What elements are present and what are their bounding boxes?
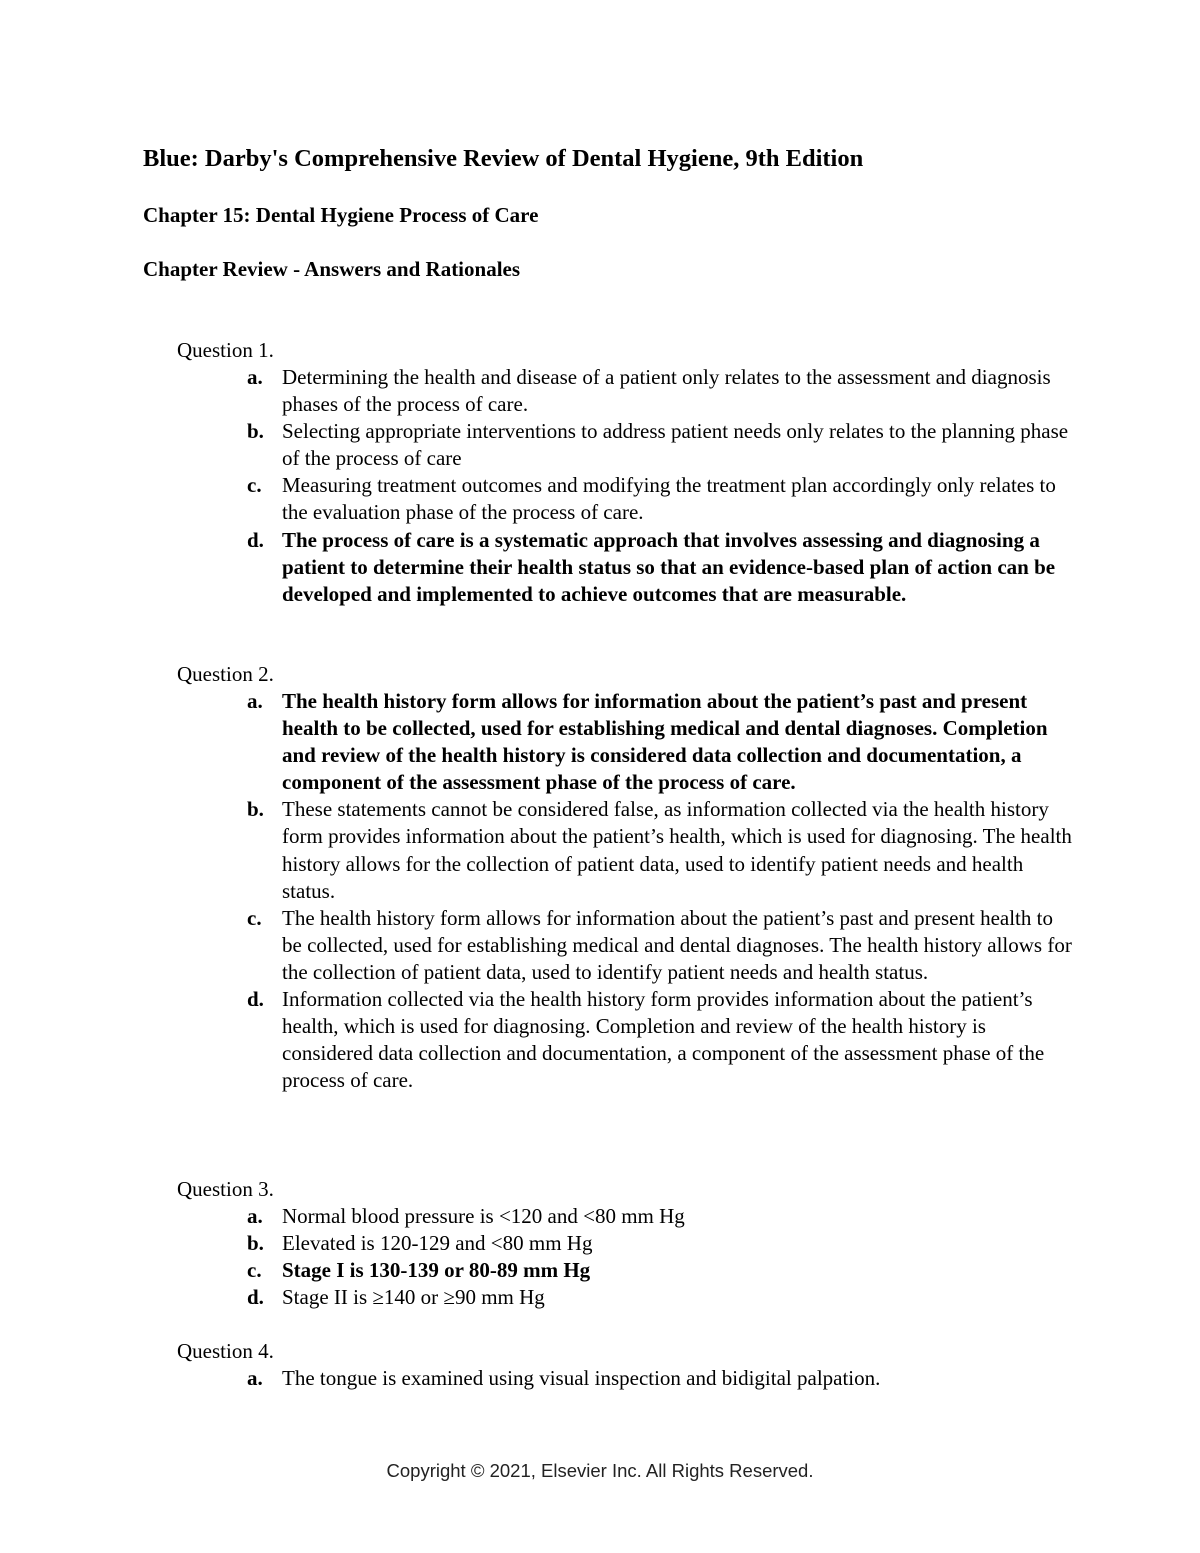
answer-item	[177, 1203, 1072, 1230]
question-label: Question 2.	[177, 662, 274, 686]
answer-item	[177, 1284, 1072, 1311]
answer-text: Information collected via the health history form provides information about the patient’s health, which is used for diagnosing. Completion and review of the health history is considered data collection and documentation, a component of the assessment phase of the process of care.	[282, 987, 1045, 1093]
answer-text: Determining the health and disease of a patient only relates to the assessment and diagnosis phases of the process of care.	[282, 365, 1051, 417]
answer-letter: c.	[247, 473, 262, 498]
book-title: Blue: Darby's Comprehensive Review of Dental Hygiene, 9th Edition	[143, 145, 864, 172]
answer-item	[177, 364, 1072, 418]
question-label: Question 4.	[177, 1339, 274, 1363]
answer-text: Normal blood pressure is <120 and <80 mm Hg	[282, 1204, 685, 1228]
answer-item	[177, 905, 1072, 986]
answer-text: The health history form allows for information about the patient’s past and present health to be collected, used for establishing medical and dental diagnoses. Completion and review of the health history is considered data collection and documentation, a component of the assessment phase of the process of care.	[282, 689, 1048, 795]
answer-item	[177, 472, 1072, 526]
answer-text: These statements cannot be considered false, as information collected via the health history form provides information about the patient’s health, which is used for diagnosing. The health history allows for the collection of patient data, used to identify patient needs and health status.	[282, 797, 1072, 903]
answer-item-correct	[177, 1257, 1072, 1284]
answer-list	[177, 688, 1077, 1094]
answer-letter: d.	[247, 1285, 264, 1310]
question-1	[177, 337, 1077, 608]
review-title: Chapter Review - Answers and Rationales	[143, 257, 521, 281]
answer-text: The process of care is a systematic approach that involves assessing and diagnosing a patient to determine their health status so that an evidence-based plan of action can be developed and implemented to achieve outcomes that are measurable.	[282, 527, 1056, 606]
answer-text: Measuring treatment outcomes and modifying the treatment plan accordingly only relates to the evaluation phase of the process of care.	[282, 473, 1056, 525]
answer-list	[177, 1203, 1077, 1311]
answer-text: Selecting appropriate interventions to address patient needs only relates to the planning phase of the process of care	[282, 419, 1069, 471]
answer-text: The health history form allows for information about the patient’s past and present health to be collected, used for establishing medical and dental diagnoses. The health history allows for the collection of patient data, used to identify patient needs and health status.	[282, 905, 1072, 984]
answer-item	[177, 796, 1072, 904]
answer-letter: a.	[247, 365, 263, 389]
answer-item	[177, 418, 1072, 472]
answer-list	[177, 364, 1077, 608]
answer-item-correct	[177, 688, 1072, 796]
answer-letter: a.	[247, 689, 263, 713]
answer-letter: b.	[247, 1231, 264, 1256]
answer-text: Stage I is 130-139 or 80-89 mm Hg	[282, 1258, 591, 1283]
question-4	[177, 1338, 1077, 1392]
answer-item	[177, 1230, 1072, 1257]
answer-letter: b.	[247, 419, 264, 444]
answer-letter: b.	[247, 797, 264, 822]
chapter-title: Chapter 15: Dental Hygiene Process of Care	[143, 203, 539, 227]
question-3	[177, 1176, 1077, 1311]
answer-letter: a.	[247, 1366, 263, 1390]
question-label: Question 1.	[177, 338, 274, 362]
answer-item	[177, 986, 1072, 1094]
answer-text: Elevated is 120-129 and <80 mm Hg	[282, 1231, 593, 1256]
answer-text: The tongue is examined using visual inspection and bidigital palpation.	[282, 1366, 881, 1390]
answer-letter: c.	[247, 1258, 262, 1283]
question-2	[177, 661, 1077, 1094]
answer-text: Stage II is ≥140 or ≥90 mm Hg	[282, 1285, 545, 1310]
answer-letter: d.	[247, 527, 264, 552]
answer-item	[177, 1365, 1072, 1392]
answer-item-correct	[177, 527, 1072, 608]
copyright-footer: Copyright © 2021, Elsevier Inc. All Rights Reserved.	[386, 1460, 814, 1481]
answer-letter: d.	[247, 987, 264, 1012]
answer-list	[177, 1365, 1077, 1392]
answer-letter: a.	[247, 1204, 263, 1228]
question-label: Question 3.	[177, 1177, 274, 1201]
answer-letter: c.	[247, 905, 262, 930]
